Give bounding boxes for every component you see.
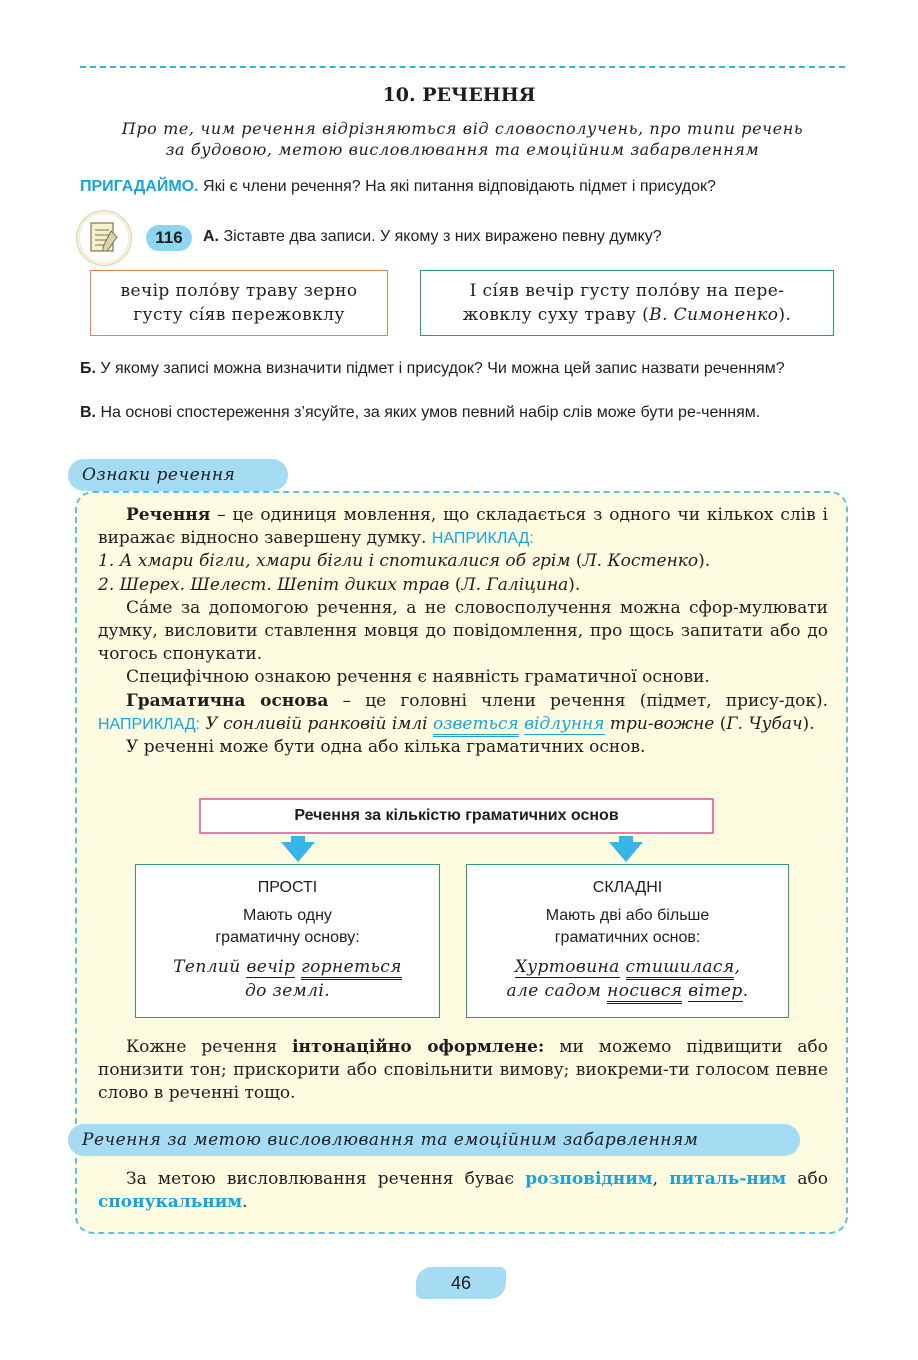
purpose-paragraph: [98, 1168, 828, 1214]
box2-line-2-text: жовклу суху траву (: [462, 305, 650, 325]
term-interrogative: питаль-ним: [669, 1169, 787, 1189]
definition-sentence-text: – це одиниця мовлення, що складається з одного чи кількох слів і виражає відносно завершену думку.: [98, 505, 828, 549]
example-1-paren-close: ).: [698, 551, 711, 572]
example-1-paren-open: (: [570, 551, 583, 572]
purpose-sep-1: ,: [652, 1169, 670, 1189]
complex-heading: СКЛАДНІ: [592, 879, 663, 896]
definition-grammatical-basis-text: – це головні члени речення (підмет, прису-док).: [328, 690, 829, 711]
page-title: 10. РЕЧЕННЯ: [382, 84, 536, 106]
simple-example-word: Теплий: [173, 957, 247, 977]
task-a-text: Зіставте два записи. У якому з них виражено певну думку?: [219, 228, 662, 245]
complex-sentence-box: [466, 864, 789, 1018]
subtitle-line-1: Про те, чим речення відрізняються від словосполучень, про типи речень: [121, 119, 804, 138]
complex-example: [467, 955, 788, 1003]
definition-grammatical-basis: [98, 690, 828, 736]
simple-desc-line-1: Мають одну: [243, 907, 332, 924]
paragraph-purpose: Са́ме за допомогою речення, а не словосполучення можна сфор-мулювати думку, висловити ставлення мовця до повідомлення, про щось запитати або до чогось спонукати.: [98, 597, 828, 665]
complex-example-words: але садом: [506, 981, 608, 1001]
page-number: 46: [416, 1267, 506, 1299]
box2-line-2-end: ).: [778, 305, 792, 325]
complex-example-predicate-2: носився: [607, 981, 682, 1004]
complex-example-comma: ,: [734, 957, 741, 977]
task-a: [203, 228, 662, 246]
task-v-text: На основі спостереження з’ясуйте, за яких умов певний набір слів може бути ре-ченням.: [96, 404, 761, 421]
complex-description: [467, 905, 788, 949]
complex-example-predicate-1: стишилася: [626, 957, 735, 980]
notebook-pencil-icon: [76, 210, 132, 266]
term-sentence: Речення: [126, 505, 211, 525]
example-1-number: 1.: [98, 551, 120, 572]
complex-example-line-2: [467, 979, 788, 1003]
term-declarative: розповідним: [525, 1169, 653, 1189]
down-arrow-icon: [609, 836, 643, 862]
subtitle-line-2: за будовою, метою висловлювання та емоційним забарвленням: [165, 140, 760, 159]
example-3-author: Г. Чубач: [726, 713, 803, 734]
example-2-author: Л. Галіцина: [461, 574, 569, 595]
task-b: [80, 358, 845, 379]
intonation-text-a: Кожне речення: [126, 1037, 293, 1057]
example-2-paren-close: ).: [568, 574, 581, 595]
box2-author: В. Симоненко: [649, 305, 779, 325]
section-tab-purpose: Речення за метою висловлювання та емоційним забарвленням: [68, 1124, 800, 1156]
example-2: [98, 574, 828, 597]
example-3-subject: відлуння: [524, 713, 605, 734]
purpose-sep-2: або: [786, 1169, 828, 1189]
example-3-text-b: три-вожне: [604, 713, 715, 734]
simple-example-predicate: горнеться: [301, 957, 402, 980]
intonation-term: інтонаційно оформлене:: [292, 1037, 545, 1057]
box2-line-1: І сі́яв вечір густу поло́ву на пере-: [469, 281, 785, 301]
diagram-title: Речення за кількістю граматичних основ: [199, 798, 714, 834]
box2-line-2: [421, 303, 833, 327]
top-dashed-divider: [80, 66, 845, 68]
complex-example-subject-1: Хуртовина: [514, 957, 620, 977]
example-label: НАПРИКЛАД:: [431, 530, 534, 548]
recall-label: ПРИГАДАЙМО.: [80, 178, 199, 195]
example-2-text: Шерех. Шелест. Шепіт диких трав: [119, 574, 450, 595]
example-3-paren-open: (: [714, 713, 727, 734]
box1-line-2: густу сі́яв пережовклу: [133, 305, 345, 325]
complex-desc-line-2: граматичних основ:: [554, 929, 701, 946]
task-a-label: А.: [203, 228, 219, 245]
intonation-text: [98, 1036, 828, 1105]
term-imperative: спонукальним: [98, 1192, 243, 1212]
complex-example-line-1: [467, 955, 788, 979]
intonation-paragraph: [98, 1036, 828, 1105]
example-1-text: А хмари бігли, хмари бігли і спотикалися об грім: [119, 551, 571, 572]
term-grammatical-basis: Граматична основа: [126, 690, 329, 711]
purpose-text-a: За метою висловлювання речення буває: [126, 1169, 526, 1189]
box1-line-1: вечір поло́ву траву зерно: [120, 281, 358, 301]
task-v: [80, 402, 845, 423]
task-v-label: В.: [80, 404, 96, 421]
intonation-text-b: ми можемо підвищити або понизити тон; прискорити або сповільнити вимову; виокреми-ти голосом певне слово в реченні тощо.: [98, 1037, 828, 1103]
task-b-text: У якому записі можна визначити підмет і присудок? Чи можна цей запис назвати реченням?: [95, 360, 785, 377]
purpose-end: .: [242, 1192, 248, 1212]
simple-sentence-box: [135, 864, 440, 1018]
page-subtitle: [80, 118, 845, 160]
example-2-number: 2.: [98, 574, 120, 595]
example-1-author: Л. Костенко: [582, 551, 699, 572]
complex-example-subject-2: вітер: [688, 981, 743, 1001]
simple-example-line-1: [136, 955, 439, 979]
sentence-box: [420, 270, 834, 336]
complex-desc-line-1: Мають дві або більше: [545, 907, 710, 924]
definition-sentence: [98, 504, 828, 550]
paragraph-specific-sign: Специфічною ознакою речення є наявність граматичної основи.: [126, 667, 710, 688]
example-1: [98, 550, 828, 573]
example-3-predicate: озветься: [433, 714, 519, 737]
recall-text: Які є члени речення? На які питання відповідають підмет і присудок?: [198, 178, 716, 195]
section-tab-signs: Ознаки речення: [68, 459, 288, 491]
simple-desc-line-2: граматичну основу:: [215, 929, 360, 946]
task-b-label: Б.: [80, 360, 96, 377]
simple-example-subject: вечір: [246, 957, 296, 977]
words-set-box: [90, 270, 388, 336]
simple-example: [136, 955, 439, 1003]
recall-question: [80, 178, 870, 196]
purpose-text: [98, 1168, 828, 1214]
example-3-text-a: У сонливій ранковій імлі: [205, 713, 434, 734]
down-arrow-icon: [281, 836, 315, 862]
example-label-2: НАПРИКЛАД:: [98, 715, 201, 733]
example-2-paren-open: (: [449, 574, 462, 595]
simple-heading: ПРОСТІ: [257, 879, 318, 896]
complex-example-dot: .: [742, 981, 749, 1001]
simple-example-line-2: до землі.: [244, 981, 331, 1001]
task-number-badge: 116: [146, 225, 192, 251]
simple-description: [136, 905, 439, 949]
section1-body: [98, 504, 828, 759]
paragraph-bases-count: У реченні може бути одна або кілька граматичних основ.: [126, 737, 646, 758]
example-3-paren-close: ).: [802, 713, 815, 734]
